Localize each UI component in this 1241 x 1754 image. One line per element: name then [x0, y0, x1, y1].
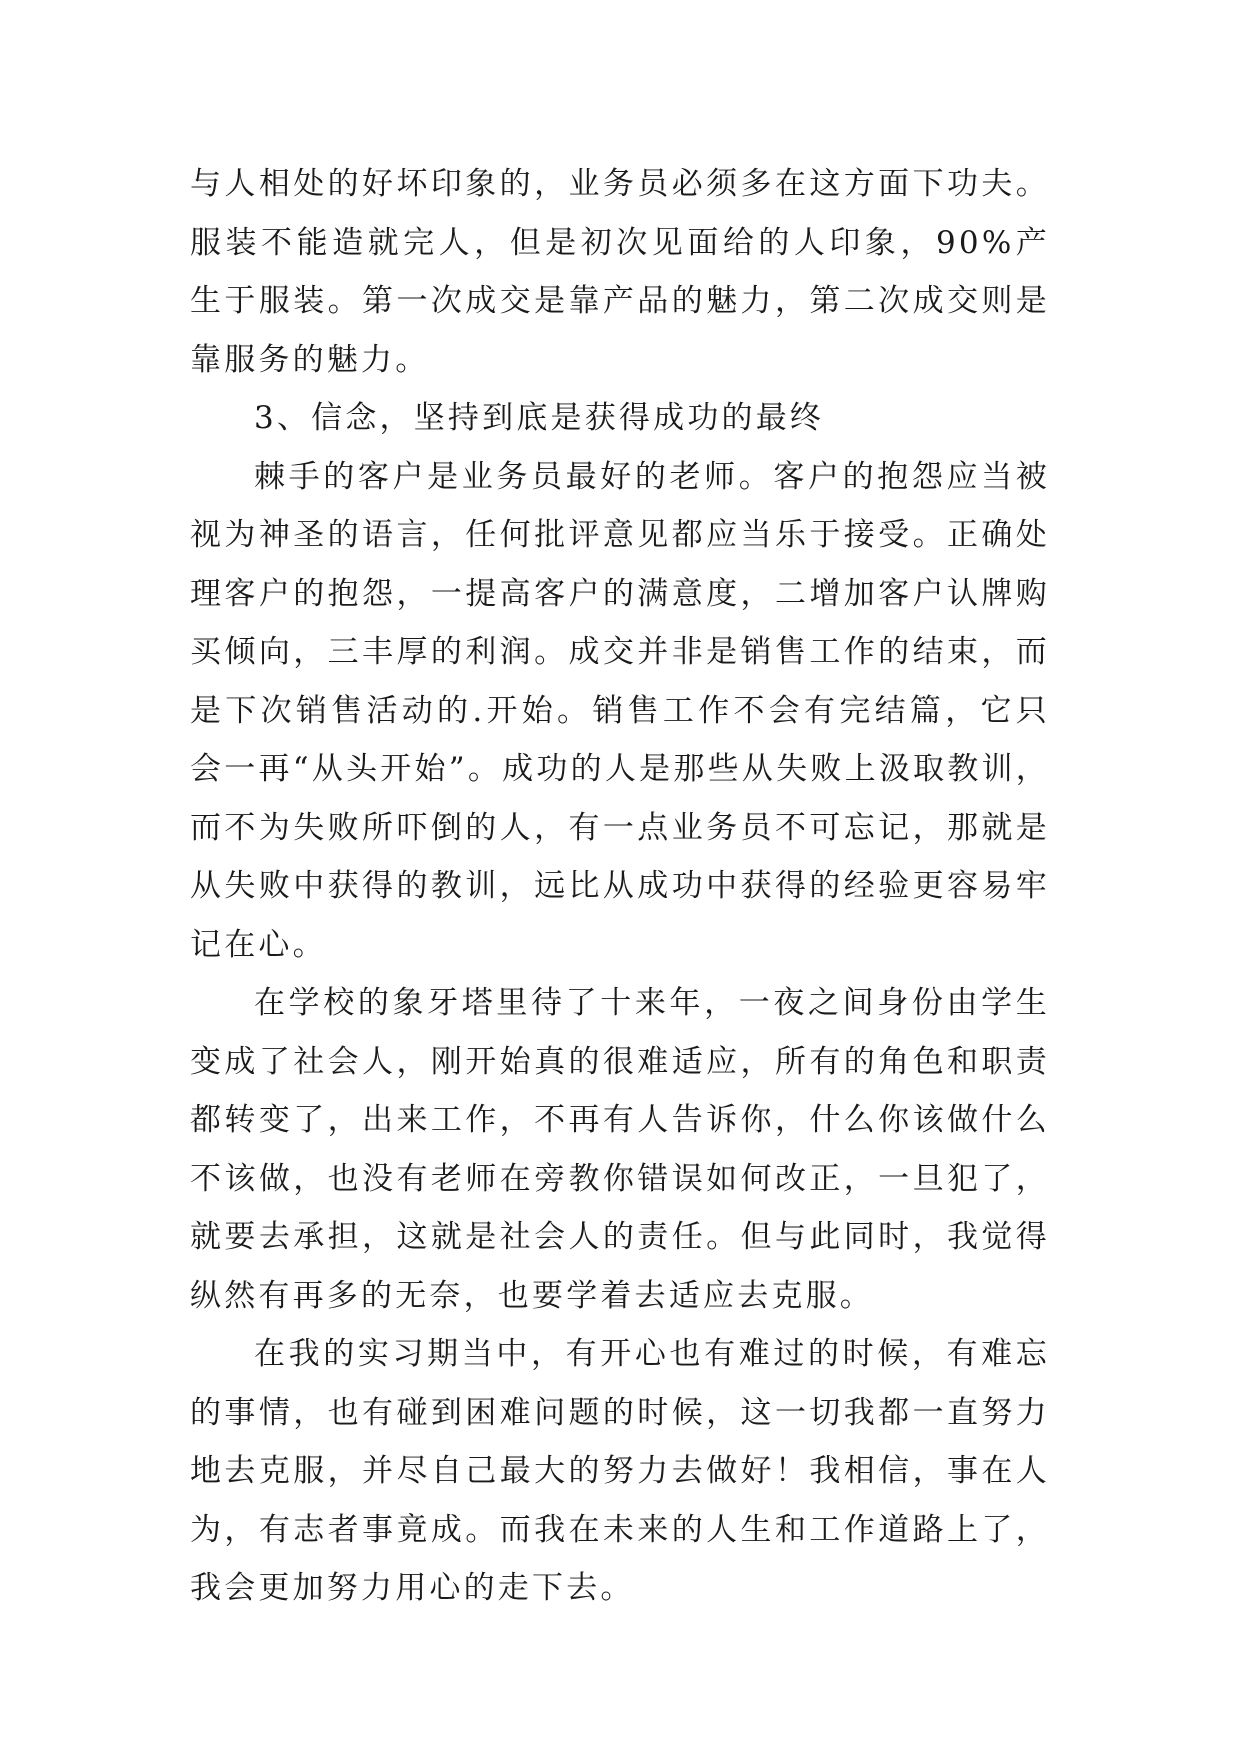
paragraph-difficult-customers: 棘手的客户是业务员最好的老师。客户的抱怨应当被视为神圣的语言，任何批评意见都应当乐于接受。正确处理客户的抱怨，一提高客户的满意度，二增加客户认牌购买倾向，三丰厚的利润。成交并非是销售工作的结束，而是下次销售活动的.开始。销售工作不会有完结篇，它只会一再“从头开始”。成功的人是那些从失败上汲取教训，而不为失败所吓倒的人，有一点业务员不可忘记，那就是从失败中获得的教训，远比从成功中获得的经验更容易牢记在心。: [190, 458, 1050, 963]
paragraph-continuation: 与人相处的好坏印象的，业务员必须多在这方面下功夫。服装不能造就完人，但是初次见面给的人印象，90%产生于服装。第一次成交是靠产品的魅力，第二次成交则是靠服务的魅力。: [190, 166, 1050, 378]
paragraph-school-to-society: 在学校的象牙塔里待了十来年，一夜之间身份由学生变成了社会人，刚开始真的很难适应，所有的角色和职责都转变了，出来工作，不再有人告诉你，什么你该做什么不该做，也没有老师在旁教你错误如何改正，一旦犯了，就要去承担，这就是社会人的责任。但与此同时，我觉得纵然有再多的无奈，也要学着去适应去克服。: [190, 985, 1050, 1314]
document-body: [190, 155, 1050, 1618]
section-heading: 3、信念，坚持到底是获得成功的最终: [254, 400, 825, 436]
paragraph-internship-summary: 在我的实习期当中，有开心也有难过的时候，有难忘的事情，也有碰到困难问题的时候，这一切我都一直努力地去克服，并尽自己最大的努力去做好！我相信，事在人为，有志者事竟成。而我在未来的人生和工作道路上了，我会更加努力用心的走下去。: [190, 1336, 1050, 1606]
